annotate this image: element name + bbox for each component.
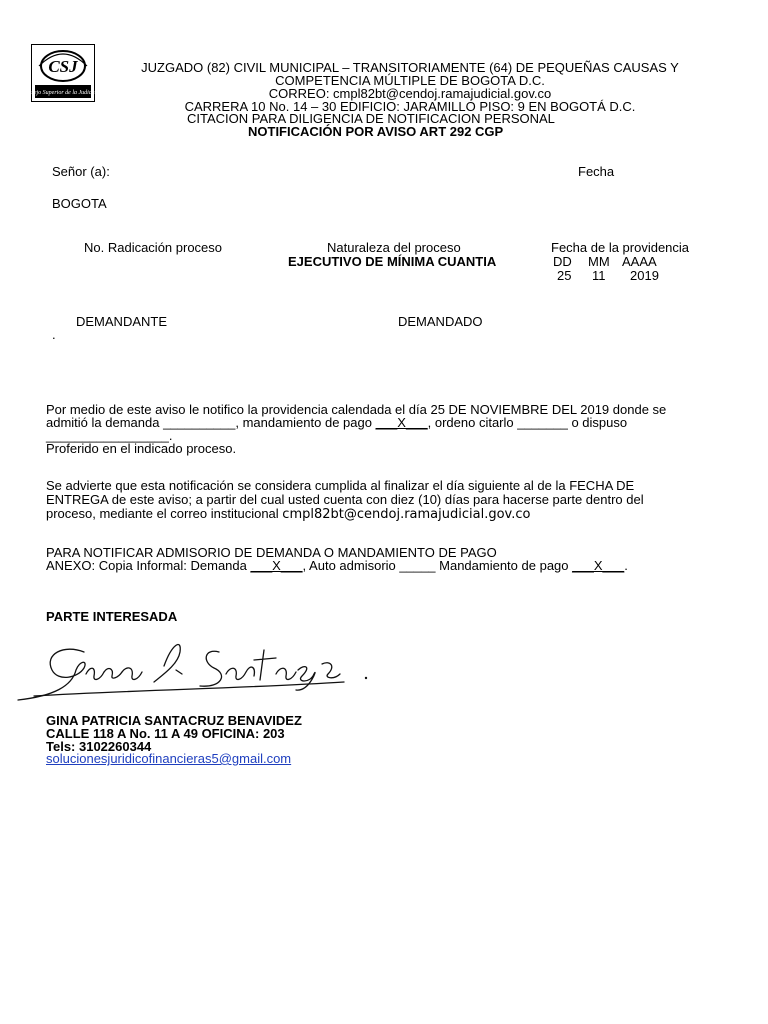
header-email-line: CORREO: cmpl82bt@cendoj.ramajudicial.gov.co	[268, 86, 552, 101]
aaaa-value: 2019	[630, 268, 659, 283]
header-citation-line: CITACION PARA DILIGENCIA DE NOTIFICACION PERSONAL	[187, 111, 555, 126]
advisory-line2: ENTREGA de este aviso; a partir del cual usted cuenta con diez (10) días para hacerse parte dentro del	[46, 492, 644, 507]
line2-text-a: admitió la demanda __________, mandamiento de pago	[46, 415, 376, 430]
fecha-providencia-label: Fecha de la providencia	[551, 240, 690, 255]
line2-text-b: , ordeno citarlo _______ o dispuso	[427, 415, 628, 430]
csj-logo	[21, 44, 105, 102]
naturaleza-label: Naturaleza del proceso	[327, 240, 461, 255]
dd-label: DD	[553, 254, 572, 269]
annex-text-b: , Auto admisorio _____ Mandamiento de pago	[302, 558, 573, 573]
mandamiento-mark: ___X___	[375, 415, 428, 430]
logo-subtext: Consejo Superior de la Judicatura	[21, 90, 105, 96]
radicacion-label: No. Radicación proceso	[84, 240, 223, 255]
annex-text-a: ANEXO: Copia Informal: Demanda	[46, 558, 251, 573]
interested-party-heading: PARTE INTERESADA	[46, 609, 178, 624]
dd-value: 25	[557, 268, 572, 283]
notice-paragraph-line4: Proferido en el indicado proceso.	[46, 441, 237, 456]
handwritten-signature	[14, 630, 374, 710]
header-court-line2: COMPETENCIA MÚLTIPLE DE BOGOTA D.C.	[275, 73, 545, 88]
advisory-line3-text: proceso, mediante el correo institucional	[46, 506, 283, 521]
fecha-label: Fecha	[578, 164, 615, 179]
mm-value: 11	[592, 268, 606, 283]
annex-line	[46, 559, 628, 572]
signer-email-link[interactable]: solucionesjuridicofinancieras5@gmail.com	[46, 751, 292, 766]
header-address-line: CARRERA 10 No. 14 – 30 EDIFICIO: JARAMILLO PISO: 9 EN BOGOTÁ D.C.	[184, 99, 636, 114]
logo-text: CSJ	[48, 57, 78, 76]
mandamiento-pago-mark: ___X___	[572, 558, 625, 573]
advisory-line3	[46, 507, 530, 521]
naturaleza-value: EJECUTIVO DE MÍNIMA CUANTIA	[288, 254, 497, 269]
header-notice-title: NOTIFICACIÓN POR AVISO ART 292 CGP	[248, 124, 504, 139]
demanda-mark: ___X___	[250, 558, 303, 573]
aaaa-label: AAAA	[622, 254, 657, 269]
notice-paragraph-line1: Por medio de este aviso le notifico la providencia calendada el día 25 DE NOVIEMBRE DEL 2019 donde se	[46, 402, 667, 417]
signer-name: GINA PATRICIA SANTACRUZ BENAVIDEZ	[46, 713, 302, 728]
notice-paragraph-line3: _________________.	[46, 428, 173, 443]
header-court-line1: JUZGADO (82) CIVIL MUNICIPAL – TRANSITORIAMENTE (64) DE PEQUEÑAS CAUSAS Y	[141, 60, 679, 75]
demandado-label: DEMANDADO	[398, 314, 483, 329]
signer-phone: Tels: 3102260344	[46, 739, 152, 754]
advisory-line1: Se advierte que esta notificación se considera cumplida al finalizar el día siguiente al de la FECHA DE	[46, 478, 635, 493]
senor-label: Señor (a):	[52, 164, 110, 179]
institutional-email: cmpl82bt@cendoj.ramajudicial.gov.co	[282, 507, 531, 522]
annex-heading: PARA NOTIFICAR ADMISORIO DE DEMANDA O MANDAMIENTO DE PAGO	[46, 545, 497, 560]
mm-label: MM	[588, 254, 610, 269]
signer-address: CALLE 118 A No. 11 A 49 OFICINA: 203	[46, 726, 285, 741]
demandante-label: DEMANDANTE	[76, 314, 168, 329]
stray-dot: .	[52, 327, 56, 342]
annex-text-c: .	[624, 558, 628, 573]
city: BOGOTA	[52, 196, 107, 211]
